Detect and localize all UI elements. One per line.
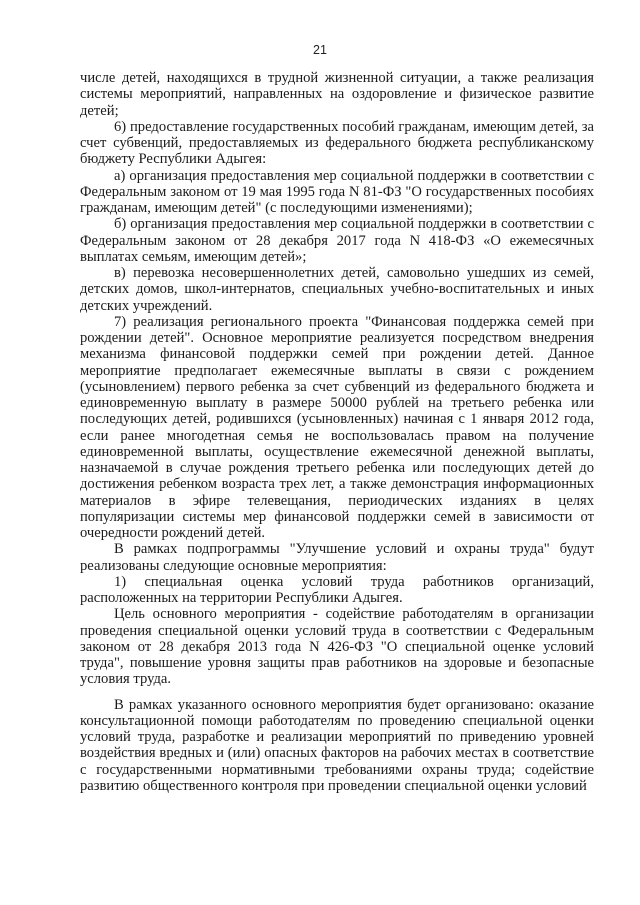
document-body bbox=[80, 70, 594, 794]
paragraph-item-7: 7) реализация регионального проекта "Финансовая поддержка семей при рождении детей". Основное мероприятие реализуется посредством внедрения механизма финансовой поддержки семей при рождении детей. Данное мероприятие предполагает ежемесячные выплаты в связи с рождением (усыновлением) первого ребенка за счет субвенций из федерального бюджета и единовременную выплату в размере 50000 рублей на третьего ребенка или последующих детей, родившихся (усыновленных) начиная с 1 января 2012 года, если ранее многодетная семья не воспользовалась правом на получение единовременной выплаты, осуществление ежемесячной денежной выплаты, назначаемой в случае рождения третьего ребенка или последующих детей до достижения ребенком возраста трех лет, а также демонстрация информационных материалов в эфире телевещания, периодических изданиях в целях популяризации системы мер финансовой поддержки семей в зависимости от очередности рождений детей. bbox=[80, 313, 594, 541]
paragraph-subprogram-intro: В рамках подпрограммы "Улучшение условий и охраны труда" будут реализованы следующие основные мероприятия: bbox=[80, 541, 594, 574]
paragraph-item-6b: б) организация предоставления мер социальной поддержки в соответствии с Федеральным законом от 28 декабря 2017 года N 418-ФЗ «О ежемесячных выплатах семьям, имеющим детей»; bbox=[80, 216, 594, 265]
paragraph-organization: В рамках указанного основного мероприятия будет организовано: оказание консультационной помощи работодателям по проведению специальной оценки условий труда, разработке и реализации мероприятий по приведению уровней воздействия вредных и (или) опасных факторов на рабочих местах в соответствие с государственными нормативными требованиями охраны труда; содействие развитию общественного контроля при проведении специальной оценки условий bbox=[80, 696, 594, 794]
paragraph-item-6a: а) организация предоставления мер социальной поддержки в соответствии с Федеральным законом от 19 мая 1995 года N 81-ФЗ "О государственных пособиях гражданам, имеющим детей" (с последующими изменениями); bbox=[80, 167, 594, 216]
paragraph-goal: Цель основного мероприятия - содействие работодателям в организации проведения специальной оценки условий труда в соответствии с Федеральным законом от 28 декабря 2013 года N 426-ФЗ "О специальной оценке условий труда", повышение уровня защиты прав работников на здоровые и безопасные условия труда. bbox=[80, 606, 594, 688]
paragraph-subprogram-item-1: 1) специальная оценка условий труда работников организаций, расположенных на территории Республики Адыгея. bbox=[80, 573, 594, 606]
paragraph-item-6: 6) предоставление государственных пособий гражданам, имеющим детей, за счет субвенций, предоставляемых из федерального бюджета республиканскому бюджету Республики Адыгея: bbox=[80, 118, 594, 168]
page-number: 21 bbox=[313, 43, 327, 57]
paragraph-continuation: числе детей, находящихся в трудной жизненной ситуации, а также реализация системы мероприятий, направленных на оздоровление и физическое развитие детей; bbox=[80, 70, 594, 119]
paragraph-item-6v: в) перевозка несовершеннолетних детей, самовольно ушедших из семей, детских домов, школ-интернатов, специальных учебно-воспитательных и иных детских учреждений. bbox=[80, 265, 594, 314]
